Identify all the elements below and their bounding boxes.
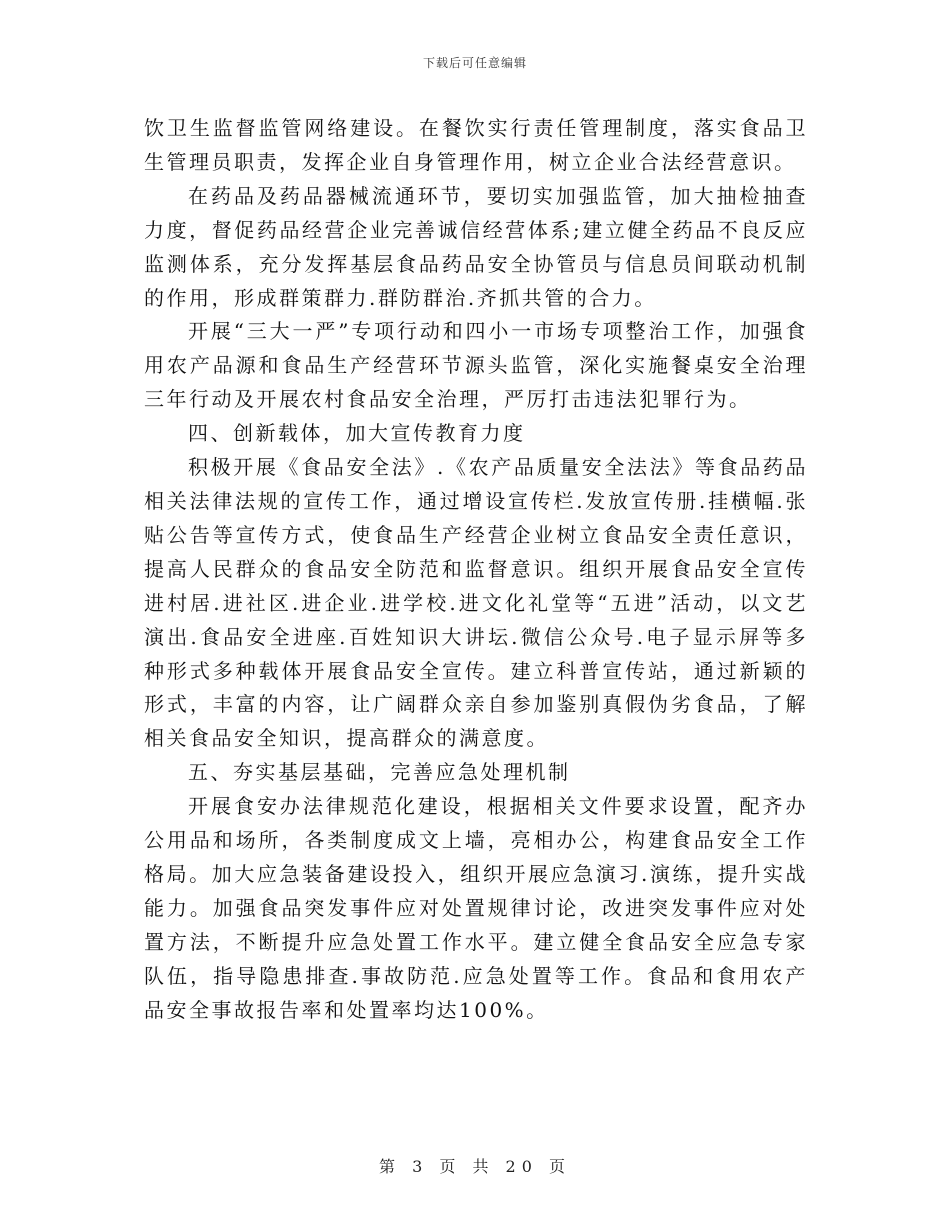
paragraph-emergency-mechanism: 开展食安办法律规范化建设，根据相关文件要求设置，配齐办公用品和场所，各类制度成文上墙，亮相办公，构建食品安全工作格局。加大应急装备建设投入，组织开展应急演习.演练，提升实战能力。加强食品突发事件应对处置规律讨论，改进突发事件应对处置方法，不断提升应急处置工作水平。建立健全食品安全应急专家队伍，指导隐患排查.事故防范.应急处置等工作。食品和食用农产品安全事故报告率和处置率均达100%。 (144, 794, 808, 1022)
paragraph-special-campaigns: 开展“三大一严”专项行动和四小一市场专项整治工作，加强食用农产品源和食品生产经营环节源头监管，深化实施餐桌安全治理三年行动及开展农村食品安全治理，严厉打击违法犯罪行为。 (144, 319, 808, 412)
document-body (144, 112, 808, 1027)
section-heading-four: 四、创新载体，加大宣传教育力度 (188, 421, 526, 446)
section-heading-five: 五、夯实基层基础，完善应急处理机制 (188, 760, 571, 785)
page-header: 下载后可任意编辑 (422, 56, 527, 70)
page-footer: 第 3 页 共 20 页 (379, 1157, 571, 1176)
paragraph-drug-circulation: 在药品及药品器械流通环节，要切实加强监管，加大抽检抽查力度，督促药品经营企业完善诚信经营体系;建立健全药品不良反应监测体系，充分发挥基层食品药品安全协管员与信息员间联动机制的作用，形成群策群力.群防群治.齐抓共管的合力。 (144, 183, 808, 310)
paragraph-food-hygiene-network: 饮卫生监督监管网络建设。在餐饮实行责任管理制度，落实食品卫生管理员职责，发挥企业自身管理作用，树立企业合法经营意识。 (144, 116, 808, 174)
paragraph-publicity-education: 积极开展《食品安全法》.《农产品质量安全法法》等食品药品相关法律法规的宣传工作，通过增设宣传栏.发放宣传册.挂横幅.张贴公告等宣传方式，使食品生产经营企业树立食品安全责任意识，提高人民群众的食品安全防范和监督意识。组织开展食品安全宣传进村居.进社区.进企业.进学校.进文化礼堂等“五进”活动，以文艺演出.食品安全进座.百姓知识大讲坛.微信公众号.电子显示屏等多种形式多种载体开展食品安全宣传。建立科普宣传站，通过新颖的形式，丰富的内容，让广阔群众亲自参加鉴别真假伪劣食品，了解相关食品安全知识，提高群众的满意度。 (144, 455, 808, 751)
